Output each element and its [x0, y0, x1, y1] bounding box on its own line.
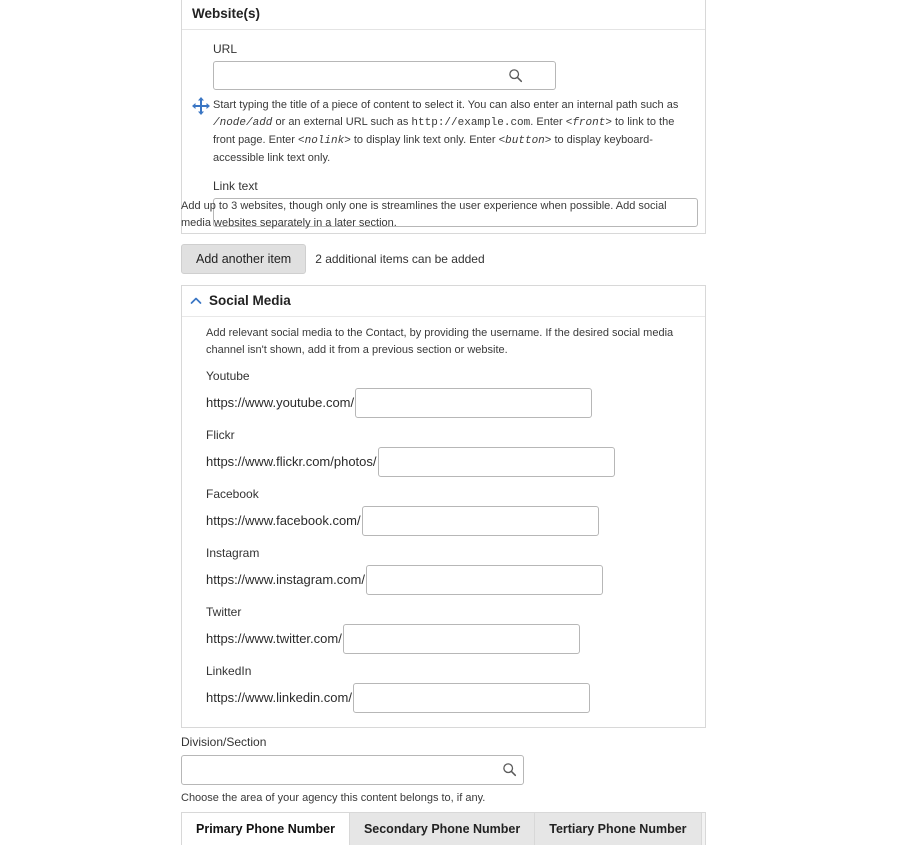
help-code-example-url: http://example.com [411, 117, 531, 130]
twitter-prefix: https://www.twitter.com/ [206, 631, 342, 647]
facebook-prefix: https://www.facebook.com/ [206, 513, 361, 529]
social-field-twitter [206, 605, 705, 654]
division-input[interactable] [181, 755, 524, 785]
websites-section-note: Add up to 3 websites, though only one is streamlines the user experience when possible. Add social media websites separately in a later section. [181, 200, 667, 230]
flickr-prefix: https://www.flickr.com/photos/ [206, 454, 377, 470]
additional-items-note: 2 additional items can be added [315, 252, 485, 267]
instagram-label: Instagram [206, 546, 260, 561]
tab-secondary-phone-number[interactable]: Secondary Phone Number [350, 813, 535, 845]
social-media-toggle[interactable] [182, 286, 705, 317]
phone-number-tabs [181, 812, 706, 845]
instagram-prefix: https://www.instagram.com/ [206, 572, 365, 588]
url-input-row [213, 61, 705, 90]
flickr-input[interactable] [378, 447, 615, 477]
add-another-item-button[interactable]: Add another item [181, 244, 306, 274]
help-part-5: to display link text only. Enter [350, 134, 499, 147]
help-part-1: Start typing the title of a piece of content to select it. You can also enter an internal path such as [213, 99, 679, 111]
youtube-prefix: https://www.youtube.com/ [206, 395, 355, 411]
tab-tertiary-phone-number[interactable]: Tertiary Phone Number [535, 813, 701, 845]
url-input[interactable] [213, 61, 556, 90]
websites-title: Website(s) [182, 0, 705, 30]
instagram-input[interactable] [366, 565, 603, 595]
websites-footer [181, 190, 706, 278]
social-field-flickr [206, 428, 705, 477]
division-input-wrap [181, 755, 524, 785]
help-code-button: <button> [498, 135, 552, 148]
twitter-label: Twitter [206, 605, 242, 620]
linkedin-prefix: https://www.linkedin.com/ [206, 690, 352, 706]
url-help-text [213, 97, 695, 167]
social-field-youtube [206, 369, 705, 418]
division-section-block [181, 735, 706, 804]
help-part-6: to display keyboard-accessible link text only. [213, 134, 653, 165]
help-part-3: . Enter [530, 116, 566, 129]
facebook-input[interactable] [362, 506, 599, 536]
help-code-front: <front> [565, 117, 612, 130]
twitter-input[interactable] [343, 624, 580, 654]
chevron-up-icon [190, 295, 202, 307]
help-part-2: or an external URL such as [272, 116, 412, 129]
help-code-nolink: <nolink> [298, 135, 351, 148]
social-media-description: Add relevant social media to the Contact, by providing the username. If the desired social media channel isn't shown, add it from a previous section or website. [206, 327, 674, 357]
tabs-filler [702, 813, 705, 845]
youtube-input[interactable] [355, 388, 592, 418]
url-label: URL [213, 42, 238, 56]
division-label: Division/Section [181, 735, 267, 749]
social-media-fieldset [181, 285, 706, 728]
facebook-label: Facebook [206, 487, 259, 502]
division-help-text: Choose the area of your agency this content belongs to, if any. [181, 792, 486, 804]
social-field-facebook [206, 487, 705, 536]
youtube-label: Youtube [206, 369, 250, 384]
flickr-label: Flickr [206, 428, 235, 443]
linkedin-label: LinkedIn [206, 664, 252, 679]
social-field-linkedin [206, 664, 705, 713]
help-part-4: to link to the front page. Enter [213, 116, 675, 147]
help-code-node-add: /node/add [213, 117, 273, 130]
social-field-instagram [206, 546, 705, 595]
add-another-row [181, 244, 706, 274]
link-text-label: Link text [213, 179, 258, 194]
linkedin-input[interactable] [353, 683, 590, 713]
tab-primary-phone-number[interactable]: Primary Phone Number [182, 813, 350, 845]
social-media-title: Social Media [209, 293, 291, 308]
move-cross-icon[interactable] [191, 96, 211, 116]
